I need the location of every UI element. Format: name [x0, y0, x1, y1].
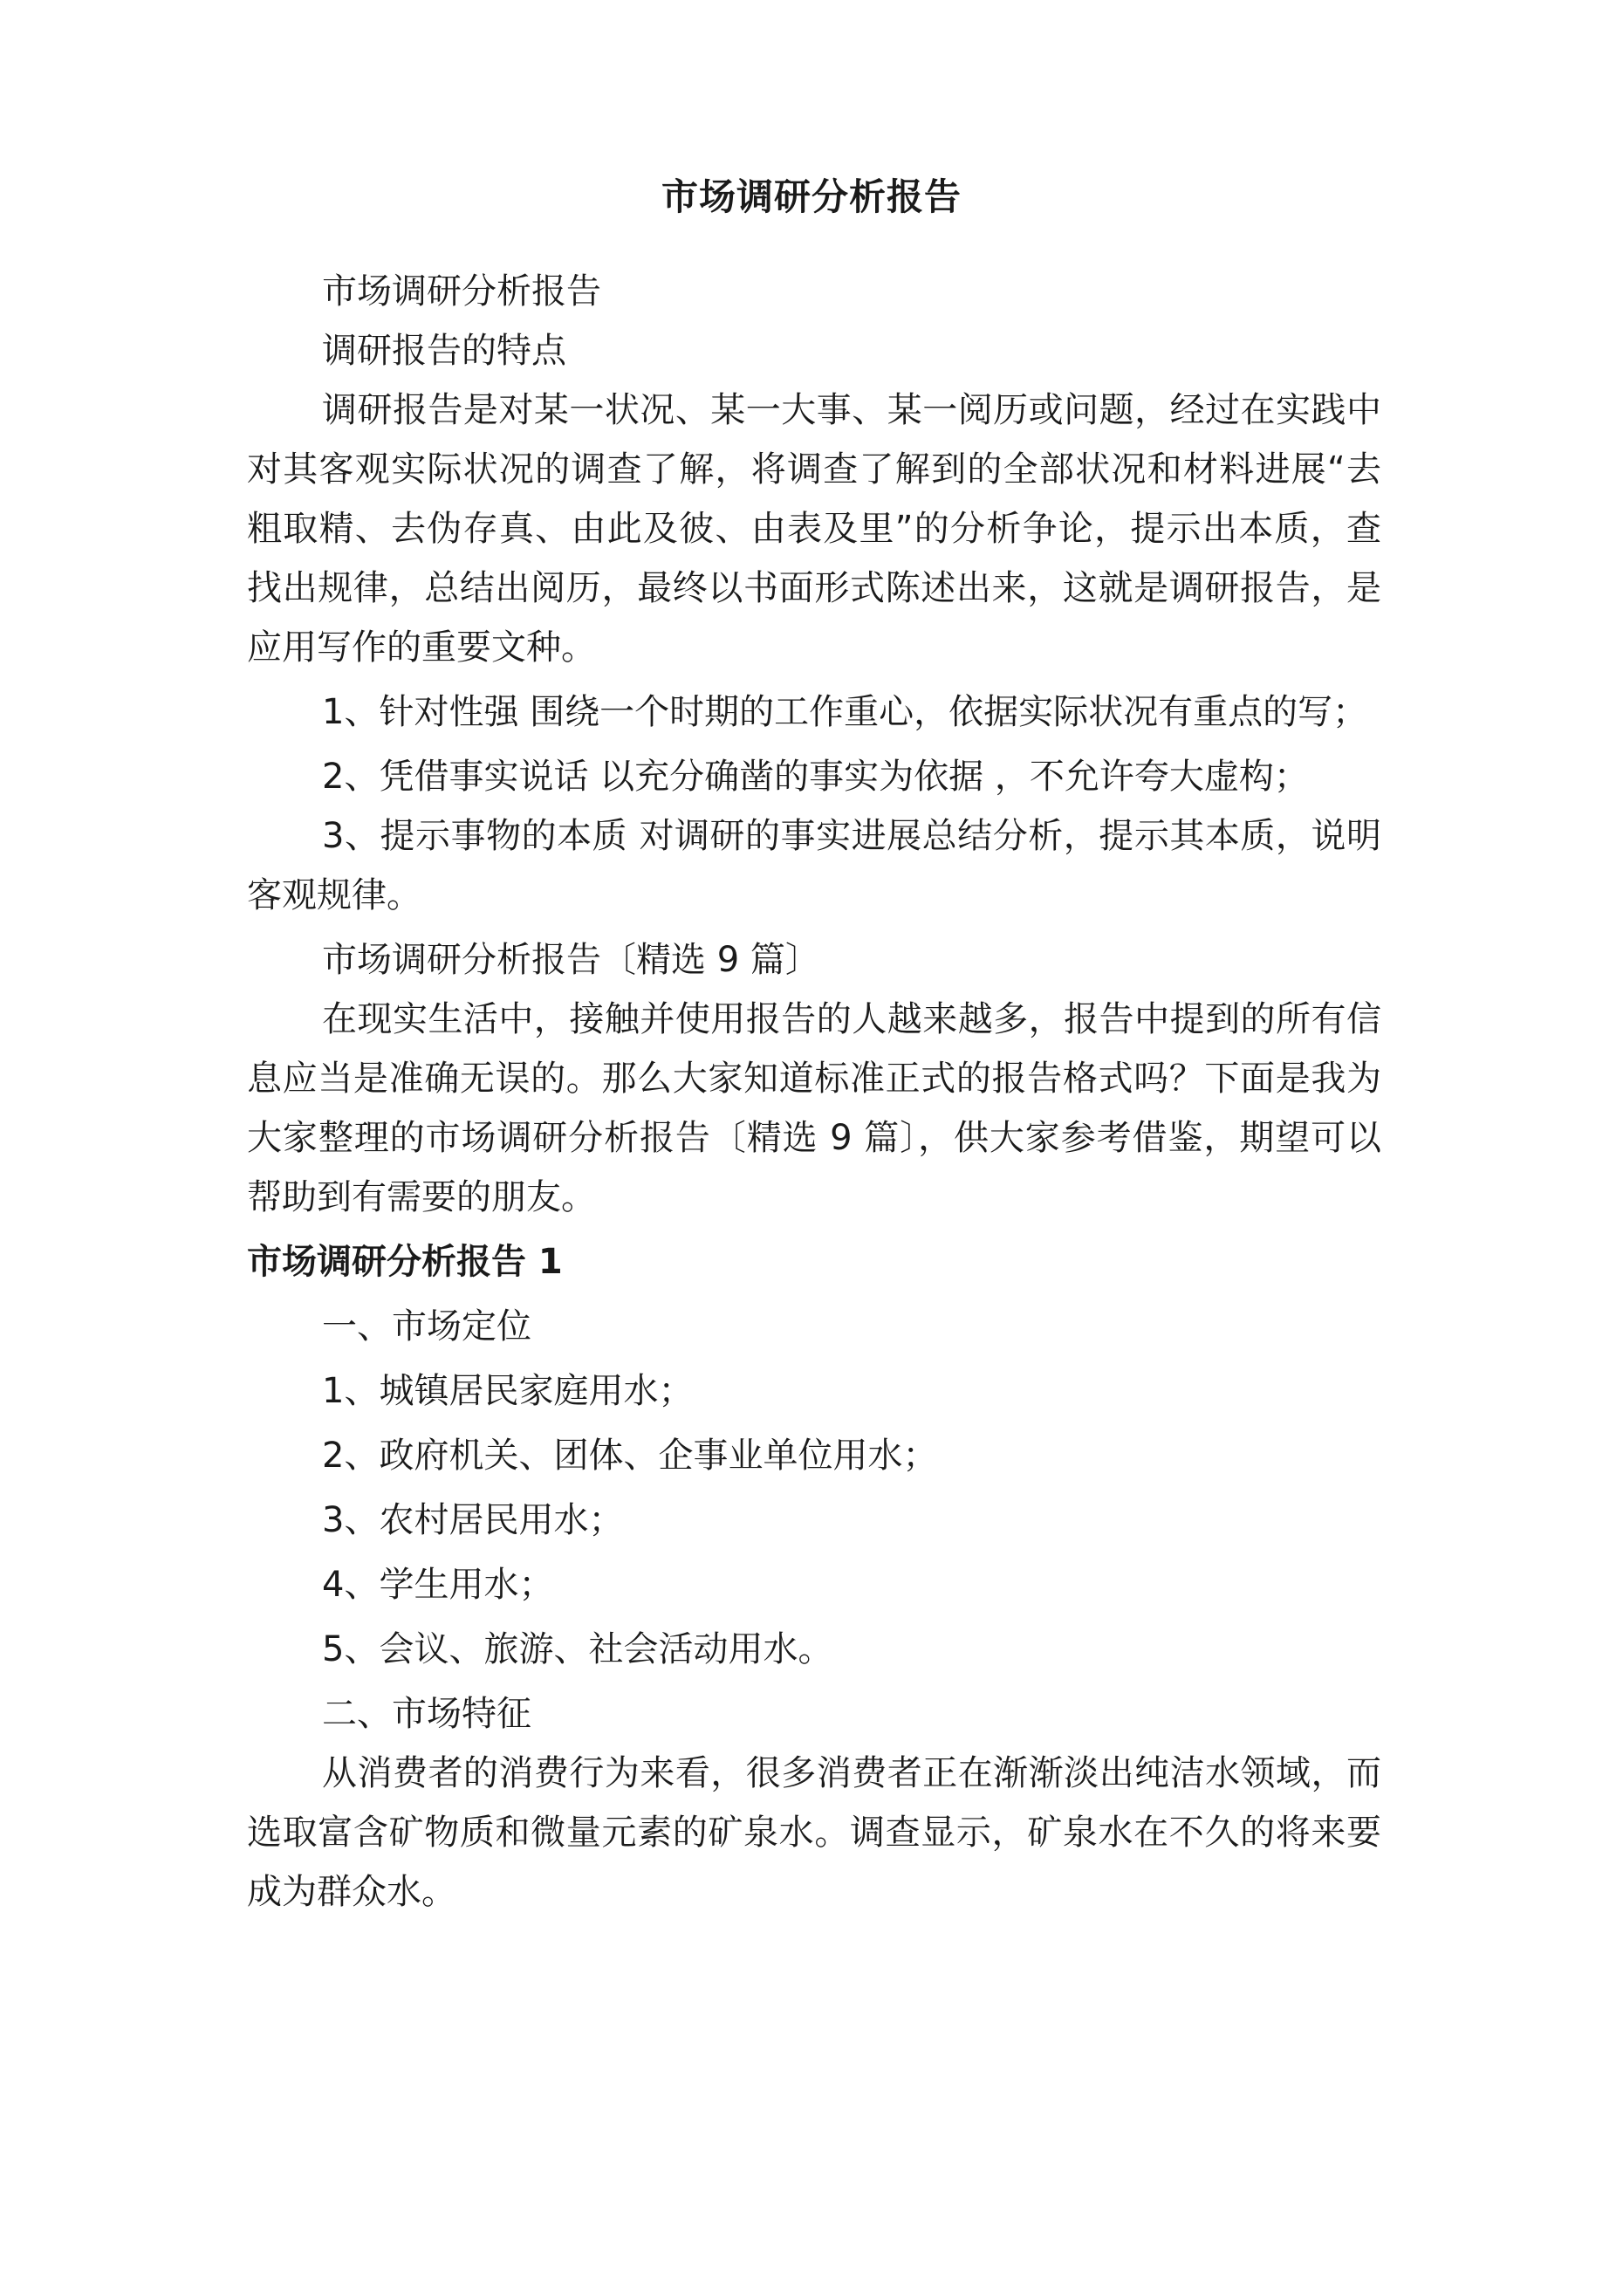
list-item: 1、城镇居民家庭用水；	[322, 1371, 694, 1411]
subsection-market-position: 一、市场定位	[322, 1306, 531, 1347]
paragraph-point-3: 3、提示事物的本质 对调研的事实进展总结分析，提示其本质，说明客观规律。	[247, 816, 1381, 915]
paragraph-intro: 在现实生活中，接触并使用报告的人越来越多，报告中提到的所有信息应当是准确无误的。那么大家知道标准正式的报告格式吗？下面是我为大家整理的市场调研分析报告〔精选 9 篇〕，供大家参考借鉴，期望可以帮助到有需要的朋友。	[247, 999, 1381, 1217]
paragraph-market-features: 从消费者的消费行为来看，很多消费者正在渐渐淡出纯洁水领域，而选取富含矿物质和微量元素的矿泉水。调查显示，矿泉水在不久的将来要成为群众水。	[247, 1753, 1381, 1912]
paragraph-definition: 调研报告是对某一状况、某一大事、某一阅历或问题，经过在实践中对其客观实际状况的调查了解，将调查了解到的全部状况和材料进展“去粗取精、去伪存真、由此及彼、由表及里”的分析争论，提示出本质，查找出规律，总结出阅历，最终以书面形式陈述出来，这就是调研报告，是应用写作的重要文种。	[247, 390, 1381, 668]
paragraph-point-1: 1、针对性强 围绕一个时期的工作重心，依据实际状况有重点的写；	[322, 692, 1368, 732]
document-body	[247, 262, 1381, 1922]
list-item: 4、学生用水；	[322, 1565, 554, 1605]
subsection-market-features: 二、市场特征	[322, 1694, 531, 1734]
document-title: 市场调研分析报告	[661, 175, 962, 218]
section-heading-1: 市场调研分析报告 1	[247, 1242, 563, 1282]
paragraph-subtitle: 市场调研分析报告	[322, 271, 601, 312]
list-item: 2、政府机关、团体、企事业单位用水；	[322, 1436, 938, 1476]
paragraph-selection-heading: 市场调研分析报告〔精选 9 篇〕	[322, 940, 820, 980]
list-item: 5、会议、旅游、社会活动用水。	[322, 1629, 833, 1669]
list-item: 3、农村居民用水；	[322, 1500, 624, 1540]
paragraph-point-2: 2、凭借事实说话 以充分确凿的事实为依据 ，不允许夸大虚构；	[322, 757, 1309, 797]
paragraph-features-heading: 调研报告的特点	[322, 331, 566, 371]
